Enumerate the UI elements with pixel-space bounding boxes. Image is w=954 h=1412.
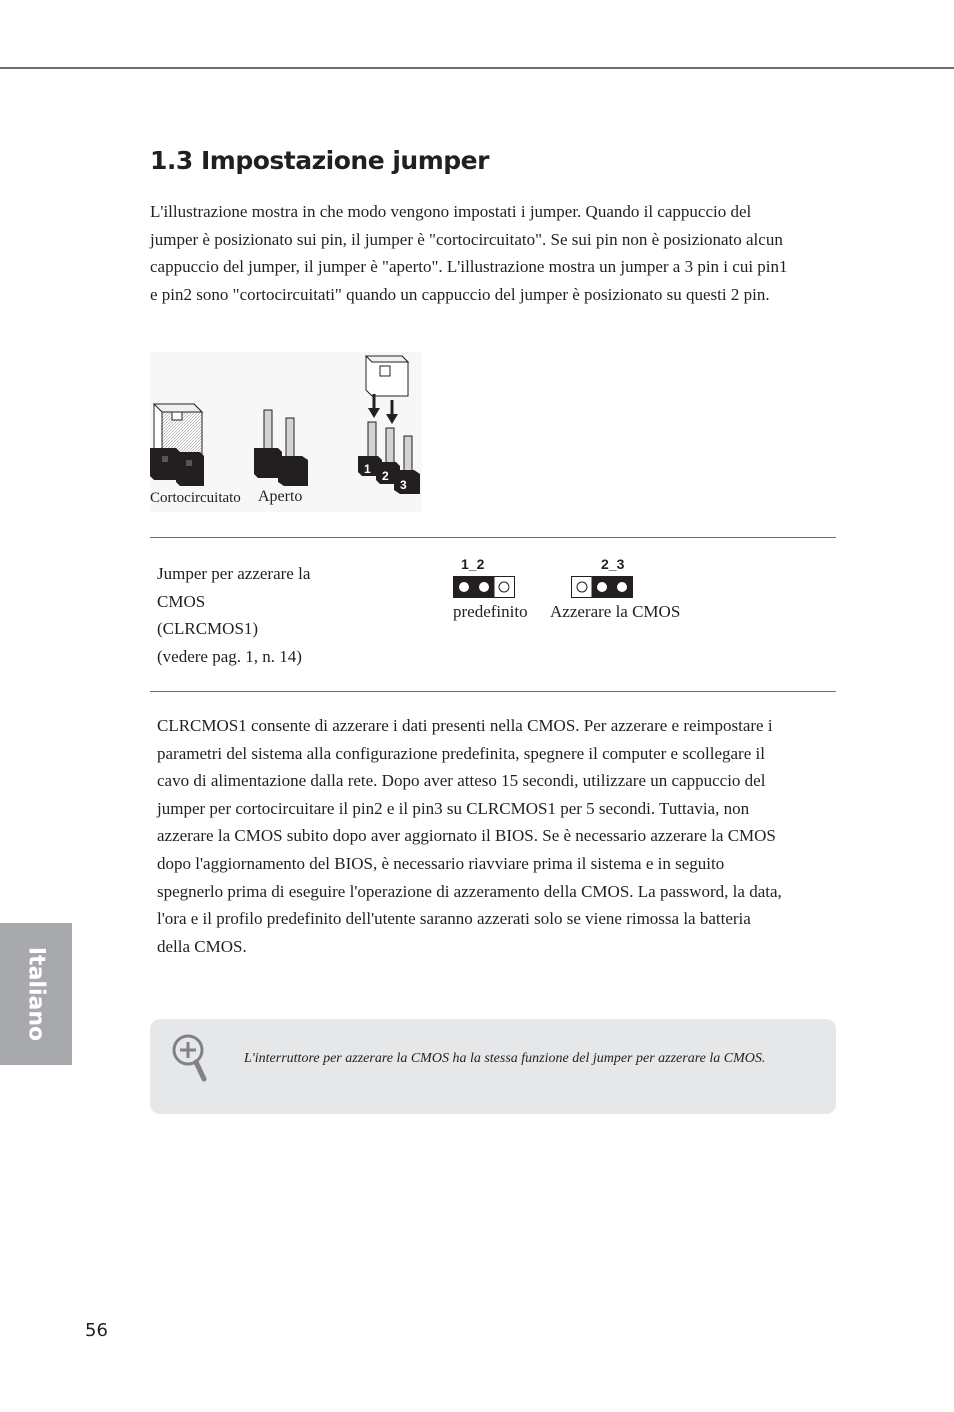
default-setting-label: predefinito xyxy=(453,602,528,621)
clear-setting-label: Azzerare la CMOS xyxy=(550,602,681,621)
default-pins-label: 1_2 xyxy=(461,556,485,572)
pin-number-3: 3 xyxy=(400,478,407,492)
shorted-jumper xyxy=(150,404,204,486)
jumper-name-line: (CLRCMOS1) xyxy=(157,619,259,639)
jumper-name-line: CMOS xyxy=(157,591,206,611)
intro-paragraph: L'illustrazione mostra in che modo vengono impostati i jumper. Quando il cappuccio del jumper è posizionato sui pin, il jumper è "cortocircuitato". Se sui pin non è posizionato alcun cappuccio del jumper, il jumper è "aperto". L'illustrazione mostra un jumper a 3 pin i cui pin1 e pin2 sono "cortocircuitati" quando un cappuccio del jumper è posizionato su questi 2 pin. xyxy=(150,202,788,304)
header-rule xyxy=(0,67,954,69)
magnifier-plus-icon xyxy=(170,1033,210,1085)
open-label: Aperto xyxy=(258,488,303,505)
table-top-rule xyxy=(150,537,836,538)
page-number: 56 xyxy=(85,1320,108,1341)
language-tab xyxy=(0,923,72,1065)
jumper-name-line: (vedere pag. 1, n. 14) xyxy=(157,646,302,666)
clear-pin-diagram xyxy=(571,576,633,598)
pin-number-1: 1 xyxy=(364,462,371,476)
shorted-label: Cortocircuitato xyxy=(150,490,241,506)
section-title: 1.3 Impostazione jumper xyxy=(150,146,489,175)
note-box xyxy=(150,1019,836,1114)
body-paragraph: CLRCMOS1 consente di azzerare i dati presenti nella CMOS. Per azzerare e reimpostare i parametri del sistema alla configurazione predefinita, spegnere il computer e scollegare il cavo di alimentazione dalla rete. Dopo aver atteso 15 secondi, utilizzare un cappuccio del jumper per cortocircuitare il pin2 e il pin3 su CLRCMOS1 per 5 secondi. Tuttavia, non azzerare la CMOS subito dopo aver aggiornato il BIOS. Se è necessario azzerare la CMOS dopo l'aggiornamento del BIOS, è necessario riavviare prima il sistema e in seguito spegnerlo prima di eseguire l'operazione di azzeramento della CMOS. La password, la data, l'ora e il profilo predefinito dell'utente saranno azzerati solo se viene rimossa la batteria della CMOS. xyxy=(157,716,782,956)
clear-pins-label: 2_3 xyxy=(601,556,625,572)
jumper-name-line: Jumper per azzerare la xyxy=(157,564,311,583)
open-jumper xyxy=(254,410,308,486)
jumper-illustration xyxy=(150,352,422,512)
jumper-name xyxy=(157,560,310,670)
default-pin-diagram xyxy=(453,576,515,598)
table-bottom-rule xyxy=(150,691,836,692)
pin-number-2: 2 xyxy=(382,469,389,483)
language-tab-label: Italiano xyxy=(23,946,49,1042)
note-text: L'interruttore per azzerare la CMOS ha la stessa funzione del jumper per azzerare la CMOS. xyxy=(244,1051,766,1066)
